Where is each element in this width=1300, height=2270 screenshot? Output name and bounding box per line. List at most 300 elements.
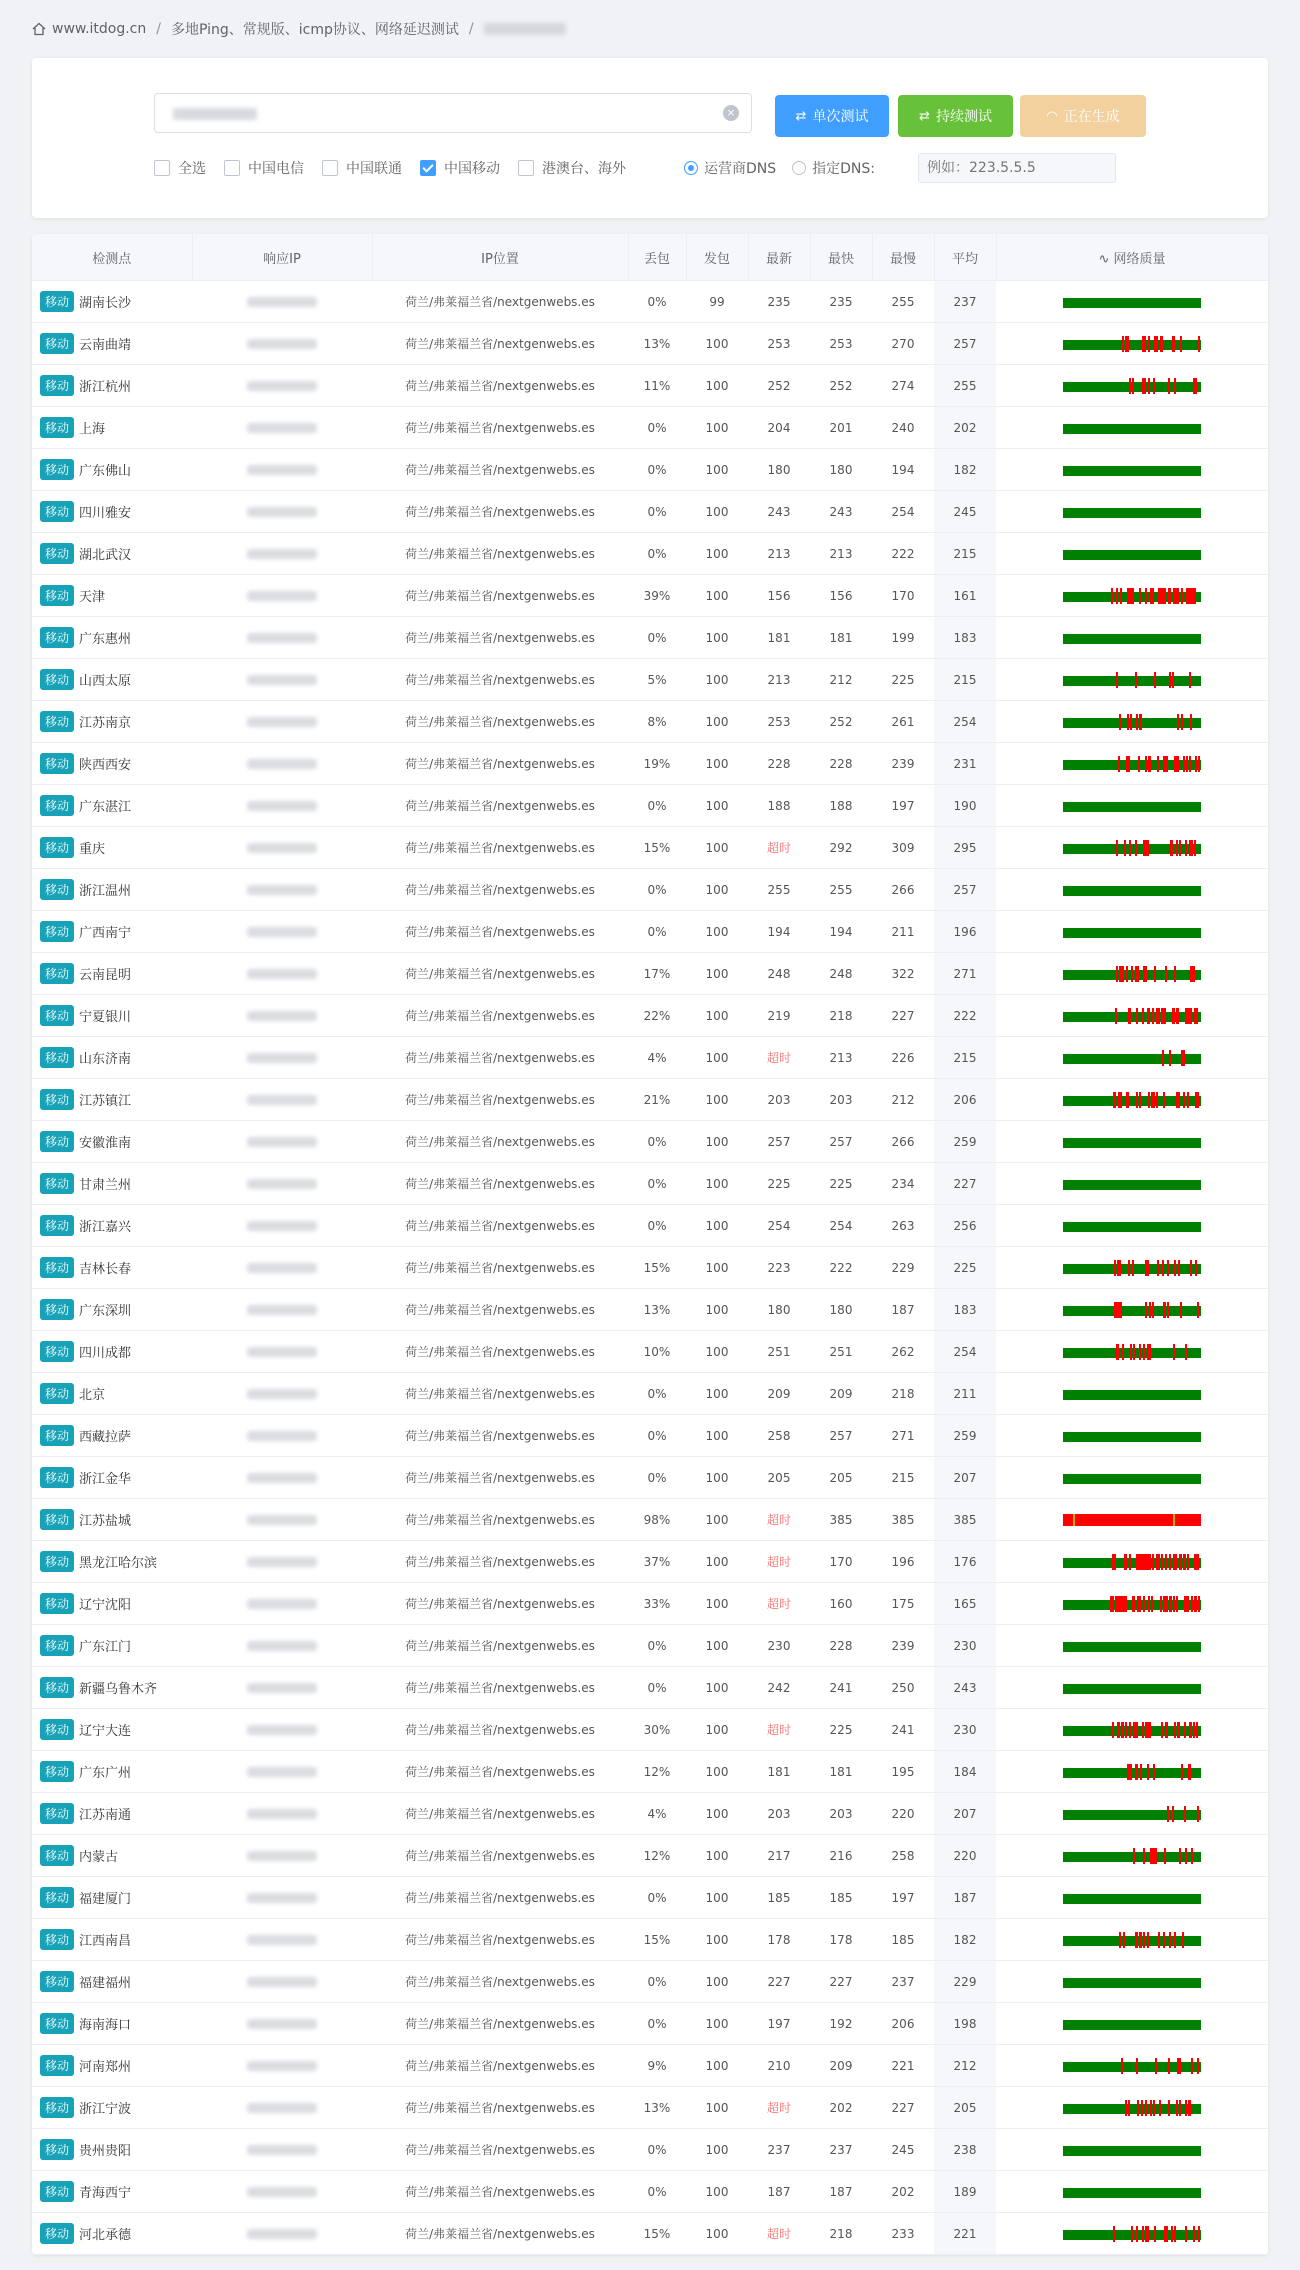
cell-last: 225 — [748, 1163, 810, 1205]
response-ip — [247, 1683, 317, 1693]
generating-button[interactable] — [1020, 95, 1146, 137]
isp-tag: 移动 — [40, 1215, 74, 1236]
table-row — [32, 1667, 1268, 1709]
cell-avg: 187 — [934, 1877, 996, 1919]
cell-loss: 9% — [628, 2045, 686, 2087]
response-ip — [247, 1473, 317, 1483]
node-name: 安徽淮南 — [79, 1136, 132, 1151]
cell-avg: 245 — [934, 491, 996, 533]
col-header-node[interactable]: 检测点 — [32, 234, 192, 281]
cell-quality — [996, 1289, 1268, 1331]
response-ip — [247, 1725, 317, 1735]
quality-bar — [1063, 966, 1201, 982]
isp-filters — [154, 158, 644, 178]
col-header-quality[interactable] — [996, 234, 1268, 281]
cell-min: 248 — [810, 953, 872, 995]
cell-quality — [996, 743, 1268, 785]
cell-min: 227 — [810, 1961, 872, 2003]
cell-avg: 243 — [934, 1667, 996, 1709]
cell-min: 180 — [810, 1289, 872, 1331]
dns-custom-radio[interactable] — [792, 158, 875, 178]
cell-sent: 100 — [686, 1583, 748, 1625]
response-ip — [247, 1179, 317, 1189]
cell-last: 超时 — [748, 1541, 810, 1583]
cell-avg: 221 — [934, 2213, 996, 2255]
cell-ip — [192, 1121, 372, 1163]
node-name: 浙江宁波 — [79, 2102, 132, 2117]
table-row — [32, 2087, 1268, 2129]
checkbox-icon[interactable] — [154, 160, 170, 176]
quality-bar — [1063, 1302, 1201, 1318]
breadcrumb-site[interactable]: www.itdog.cn — [52, 21, 147, 37]
cell-sent: 100 — [686, 2087, 748, 2129]
cell-max: 239 — [872, 1625, 934, 1667]
cell-location: 荷兰/弗莱福兰省/nextgenwebs.es — [372, 869, 628, 911]
filter-unicom[interactable] — [322, 158, 402, 178]
cell-last: 180 — [748, 449, 810, 491]
quality-bar — [1063, 2100, 1201, 2116]
cell-quality — [996, 617, 1268, 659]
table-row — [32, 281, 1268, 323]
cell-loss: 0% — [628, 491, 686, 533]
cell-sent: 100 — [686, 827, 748, 869]
quality-bar — [1063, 672, 1201, 688]
table-row — [32, 1709, 1268, 1751]
cell-ip — [192, 1919, 372, 1961]
cell-avg: 182 — [934, 1919, 996, 1961]
cell-location: 荷兰/弗莱福兰省/nextgenwebs.es — [372, 533, 628, 575]
cell-location: 荷兰/弗莱福兰省/nextgenwebs.es — [372, 1961, 628, 2003]
cell-loss: 0% — [628, 449, 686, 491]
node-name: 广东佛山 — [79, 464, 132, 479]
quality-bar — [1063, 1848, 1201, 1864]
quality-bar — [1063, 1806, 1201, 1822]
node-name: 北京 — [79, 1388, 106, 1403]
cell-loss: 4% — [628, 1793, 686, 1835]
filter-overseas[interactable] — [518, 158, 626, 178]
quality-bar — [1063, 2184, 1201, 2200]
cell-min: 257 — [810, 1415, 872, 1457]
response-ip — [247, 1011, 317, 1021]
cell-location: 荷兰/弗莱福兰省/nextgenwebs.es — [372, 743, 628, 785]
cell-avg: 176 — [934, 1541, 996, 1583]
cell-min: 292 — [810, 827, 872, 869]
node-name: 江苏盐城 — [79, 1514, 132, 1529]
dns-carrier-label: 运营商DNS — [704, 161, 777, 177]
table-row — [32, 1625, 1268, 1667]
cell-sent: 100 — [686, 1121, 748, 1163]
clear-icon[interactable]: × — [723, 105, 739, 121]
cell-last: 230 — [748, 1625, 810, 1667]
cell-location: 荷兰/弗莱福兰省/nextgenwebs.es — [372, 2213, 628, 2255]
cell-sent: 100 — [686, 449, 748, 491]
cell-last: 252 — [748, 365, 810, 407]
cell-last: 超时 — [748, 1583, 810, 1625]
cell-loss: 22% — [628, 995, 686, 1037]
checkbox-icon[interactable] — [224, 160, 240, 176]
cell-min: 205 — [810, 1457, 872, 1499]
cell-last: 237 — [748, 2129, 810, 2171]
table-row — [32, 1121, 1268, 1163]
isp-tag: 移动 — [40, 1845, 74, 1866]
response-ip — [247, 843, 317, 853]
cell-loss: 0% — [628, 1373, 686, 1415]
cell-min: 253 — [810, 323, 872, 365]
cell-location: 荷兰/弗莱福兰省/nextgenwebs.es — [372, 2087, 628, 2129]
cell-ip — [192, 785, 372, 827]
cell-max: 211 — [872, 911, 934, 953]
breadcrumb-page[interactable]: 多地Ping、常规版、icmp协议、网络延迟测试 — [170, 22, 459, 38]
node-name: 福建福州 — [79, 1976, 132, 1991]
cell-last: 213 — [748, 659, 810, 701]
cell-ip — [192, 575, 372, 617]
cell-avg: 207 — [934, 1457, 996, 1499]
cell-avg: 161 — [934, 575, 996, 617]
table-row — [32, 1037, 1268, 1079]
table-row — [32, 1289, 1268, 1331]
cell-last: 超时 — [748, 827, 810, 869]
cell-min: 181 — [810, 1751, 872, 1793]
cell-min: 194 — [810, 911, 872, 953]
cell-quality — [996, 953, 1268, 995]
quality-bar — [1063, 2058, 1201, 2074]
quality-bar — [1063, 1638, 1201, 1654]
node-name: 山西太原 — [79, 674, 132, 689]
node-name: 甘肃兰州 — [79, 1178, 132, 1193]
col-header-sent[interactable]: 发包 — [686, 234, 748, 281]
cell-min: 156 — [810, 575, 872, 617]
node-name: 广东深圳 — [79, 1304, 132, 1319]
col-header-loss[interactable]: 丢包 — [628, 234, 686, 281]
cell-min: 180 — [810, 449, 872, 491]
cell-loss: 15% — [628, 1919, 686, 1961]
cell-avg: 385 — [934, 1499, 996, 1541]
custom-dns-input[interactable] — [918, 153, 1116, 183]
isp-tag: 移动 — [40, 1257, 74, 1278]
response-ip — [247, 1893, 317, 1903]
cell-last: 251 — [748, 1331, 810, 1373]
col-header-last[interactable]: 最新 — [748, 234, 810, 281]
cell-sent: 100 — [686, 1247, 748, 1289]
isp-tag: 移动 — [40, 669, 74, 690]
dns-custom-label: 指定DNS: — [812, 161, 875, 177]
cell-max: 245 — [872, 2129, 934, 2171]
radio-checked-icon[interactable] — [684, 161, 698, 175]
checkbox-icon[interactable] — [518, 160, 534, 176]
cell-ip — [192, 617, 372, 659]
cell-last: 219 — [748, 995, 810, 1037]
quality-bar — [1063, 756, 1201, 772]
breadcrumb-separator: / — [156, 21, 161, 37]
response-ip — [247, 1137, 317, 1147]
cell-sent: 100 — [686, 2129, 748, 2171]
quality-bar — [1063, 1470, 1201, 1486]
cell-last: 227 — [748, 1961, 810, 2003]
radio-icon[interactable] — [792, 161, 806, 175]
table-row — [32, 1583, 1268, 1625]
cell-quality — [996, 1625, 1268, 1667]
cell-loss: 37% — [628, 1541, 686, 1583]
cell-node — [32, 1625, 192, 1667]
table-row — [32, 1499, 1268, 1541]
cell-loss: 30% — [628, 1709, 686, 1751]
cell-max: 218 — [872, 1373, 934, 1415]
node-name: 陕西西安 — [79, 758, 132, 773]
cell-loss: 0% — [628, 785, 686, 827]
cell-max: 226 — [872, 1037, 934, 1079]
cell-ip — [192, 1205, 372, 1247]
cell-last: 超时 — [748, 1499, 810, 1541]
response-ip — [247, 381, 317, 391]
cell-node — [32, 1709, 192, 1751]
table-row — [32, 827, 1268, 869]
cell-loss: 0% — [628, 533, 686, 575]
response-ip — [247, 1305, 317, 1315]
cell-avg: 225 — [934, 1247, 996, 1289]
response-ip — [247, 2103, 317, 2113]
cell-node — [32, 869, 192, 911]
cell-sent: 100 — [686, 491, 748, 533]
cell-avg: 206 — [934, 1079, 996, 1121]
node-name: 新疆乌鲁木齐 — [79, 1682, 158, 1697]
cell-node — [32, 1247, 192, 1289]
quality-bar — [1063, 1134, 1201, 1150]
cell-ip — [192, 1709, 372, 1751]
cell-sent: 100 — [686, 617, 748, 659]
cell-sent: 100 — [686, 659, 748, 701]
breadcrumb-separator: / — [468, 21, 474, 37]
cell-last: 188 — [748, 785, 810, 827]
checkbox-icon[interactable] — [322, 160, 338, 176]
cell-max: 234 — [872, 1163, 934, 1205]
cell-max: 220 — [872, 1793, 934, 1835]
home-icon[interactable] — [32, 22, 46, 36]
quality-bar — [1063, 462, 1201, 478]
cell-min: 212 — [810, 659, 872, 701]
cell-sent: 100 — [686, 1751, 748, 1793]
cell-avg: 231 — [934, 743, 996, 785]
node-name: 云南曲靖 — [79, 338, 132, 353]
cell-quality — [996, 2171, 1268, 2213]
cell-loss: 10% — [628, 1331, 686, 1373]
cell-loss: 0% — [628, 2129, 686, 2171]
cell-node — [32, 1289, 192, 1331]
table-row — [32, 1163, 1268, 1205]
cell-avg: 255 — [934, 365, 996, 407]
col-header-ip[interactable]: 响应IP — [192, 234, 372, 281]
cell-max: 385 — [872, 1499, 934, 1541]
quality-bar — [1063, 1218, 1201, 1234]
cell-sent: 100 — [686, 1961, 748, 2003]
cell-loss: 15% — [628, 2213, 686, 2255]
cell-node — [32, 1835, 192, 1877]
quality-bar — [1063, 1680, 1201, 1696]
response-ip — [247, 2145, 317, 2155]
cell-max: 266 — [872, 1121, 934, 1163]
cell-ip — [192, 2003, 372, 2045]
cell-location: 荷兰/弗莱福兰省/nextgenwebs.es — [372, 1919, 628, 1961]
col-header-avg[interactable]: 平均 — [934, 234, 996, 281]
cell-min: 218 — [810, 995, 872, 1037]
quality-bar — [1063, 882, 1201, 898]
cell-quality — [996, 491, 1268, 533]
response-ip — [247, 633, 317, 643]
quality-bar — [1063, 504, 1201, 520]
cell-node — [32, 1541, 192, 1583]
response-ip — [247, 1053, 317, 1063]
isp-tag: 移动 — [40, 753, 74, 774]
node-name: 吉林长春 — [79, 1262, 132, 1277]
cell-location: 荷兰/弗莱福兰省/nextgenwebs.es — [372, 911, 628, 953]
cell-node — [32, 701, 192, 743]
cell-last: 223 — [748, 1247, 810, 1289]
table-row — [32, 575, 1268, 617]
cell-node — [32, 953, 192, 995]
cell-loss: 13% — [628, 1289, 686, 1331]
quality-bar — [1063, 2142, 1201, 2158]
cell-min: 254 — [810, 1205, 872, 1247]
node-name: 内蒙古 — [79, 1850, 119, 1865]
cell-avg: 182 — [934, 449, 996, 491]
isp-tag: 移动 — [40, 1047, 74, 1068]
cell-loss: 0% — [628, 869, 686, 911]
cell-loss: 39% — [628, 575, 686, 617]
filter-label: 全选 — [178, 161, 206, 177]
filter-mobile[interactable] — [420, 158, 500, 178]
cell-max: 196 — [872, 1541, 934, 1583]
response-ip — [247, 1977, 317, 1987]
response-ip — [247, 1851, 317, 1861]
cell-avg: 230 — [934, 1625, 996, 1667]
quality-bar — [1063, 2016, 1201, 2032]
cell-ip — [192, 1793, 372, 1835]
cell-max: 237 — [872, 1961, 934, 2003]
cell-location: 荷兰/弗莱福兰省/nextgenwebs.es — [372, 1331, 628, 1373]
cell-avg: 238 — [934, 2129, 996, 2171]
cell-quality — [996, 533, 1268, 575]
col-header-min[interactable]: 最快 — [810, 234, 872, 281]
col-header-max[interactable]: 最慢 — [872, 234, 934, 281]
cell-avg: 220 — [934, 1835, 996, 1877]
cell-min: 255 — [810, 869, 872, 911]
cell-quality — [996, 659, 1268, 701]
response-ip — [247, 885, 317, 895]
table-row — [32, 701, 1268, 743]
table-row — [32, 911, 1268, 953]
single-test-label: 单次测试 — [812, 109, 869, 125]
cell-ip — [192, 2087, 372, 2129]
checkbox-checked-icon[interactable] — [420, 160, 436, 176]
cell-location: 荷兰/弗莱福兰省/nextgenwebs.es — [372, 827, 628, 869]
continuous-test-button[interactable] — [898, 95, 1013, 137]
table-row — [32, 1247, 1268, 1289]
cell-last: 204 — [748, 407, 810, 449]
cell-last: 257 — [748, 1121, 810, 1163]
node-name: 辽宁大连 — [79, 1724, 132, 1739]
cell-max: 227 — [872, 2087, 934, 2129]
filter-all[interactable] — [154, 158, 206, 178]
cell-min: 213 — [810, 533, 872, 575]
cell-loss: 21% — [628, 1079, 686, 1121]
quality-bar — [1063, 1344, 1201, 1360]
cell-location: 荷兰/弗莱福兰省/nextgenwebs.es — [372, 2045, 628, 2087]
loading-icon: ◠ — [1046, 108, 1058, 124]
cell-max: 194 — [872, 449, 934, 491]
single-test-button[interactable] — [775, 95, 889, 137]
response-ip — [247, 2229, 317, 2239]
response-ip — [247, 297, 317, 307]
cell-ip — [192, 2171, 372, 2213]
cell-avg: 215 — [934, 1037, 996, 1079]
node-name: 海南海口 — [79, 2018, 132, 2033]
table-row — [32, 533, 1268, 575]
cell-min: 202 — [810, 2087, 872, 2129]
cell-last: 243 — [748, 491, 810, 533]
cell-loss: 0% — [628, 617, 686, 659]
quality-bar — [1063, 1596, 1201, 1612]
quality-bar — [1063, 1050, 1201, 1066]
cell-avg: 202 — [934, 407, 996, 449]
cell-node — [32, 911, 192, 953]
cell-min: 385 — [810, 1499, 872, 1541]
dns-carrier-radio[interactable] — [684, 158, 776, 178]
results-table — [32, 234, 1268, 2255]
cell-last: 203 — [748, 1793, 810, 1835]
breadcrumb — [32, 18, 566, 40]
continuous-test-label: 持续测试 — [935, 109, 992, 125]
col-header-location[interactable]: IP位置 — [372, 234, 628, 281]
cell-last: 181 — [748, 617, 810, 659]
cell-node — [32, 1961, 192, 2003]
isp-tag: 移动 — [40, 1971, 74, 1992]
cell-max: 212 — [872, 1079, 934, 1121]
response-ip — [247, 2019, 317, 2029]
response-ip — [247, 1767, 317, 1777]
cell-node — [32, 365, 192, 407]
cell-quality — [996, 785, 1268, 827]
cell-loss: 0% — [628, 1121, 686, 1163]
cell-avg: 212 — [934, 2045, 996, 2087]
cell-sent: 100 — [686, 1835, 748, 1877]
cell-location: 荷兰/弗莱福兰省/nextgenwebs.es — [372, 701, 628, 743]
cell-node — [32, 407, 192, 449]
cell-quality — [996, 365, 1268, 407]
cell-node — [32, 281, 192, 323]
cell-loss: 0% — [628, 2171, 686, 2213]
cell-node — [32, 2003, 192, 2045]
cell-location: 荷兰/弗莱福兰省/nextgenwebs.es — [372, 1499, 628, 1541]
cell-location: 荷兰/弗莱福兰省/nextgenwebs.es — [372, 1835, 628, 1877]
cell-min: 225 — [810, 1709, 872, 1751]
cell-avg: 165 — [934, 1583, 996, 1625]
filter-telecom[interactable] — [224, 158, 304, 178]
quality-bar — [1063, 1386, 1201, 1402]
cell-quality — [996, 449, 1268, 491]
isp-tag: 移动 — [40, 837, 74, 858]
cell-location: 荷兰/弗莱福兰省/nextgenwebs.es — [372, 1583, 628, 1625]
cell-max: 266 — [872, 869, 934, 911]
isp-tag: 移动 — [40, 585, 74, 606]
cell-location: 荷兰/弗莱福兰省/nextgenwebs.es — [372, 1709, 628, 1751]
cell-location: 荷兰/弗莱福兰省/nextgenwebs.es — [372, 1793, 628, 1835]
cell-min: 185 — [810, 1877, 872, 1919]
cell-location: 荷兰/弗莱福兰省/nextgenwebs.es — [372, 1667, 628, 1709]
cell-max: 241 — [872, 1709, 934, 1751]
cell-last: 187 — [748, 2171, 810, 2213]
cell-ip — [192, 407, 372, 449]
isp-tag: 移动 — [40, 1425, 74, 1446]
cell-location: 荷兰/弗莱福兰省/nextgenwebs.es — [372, 953, 628, 995]
